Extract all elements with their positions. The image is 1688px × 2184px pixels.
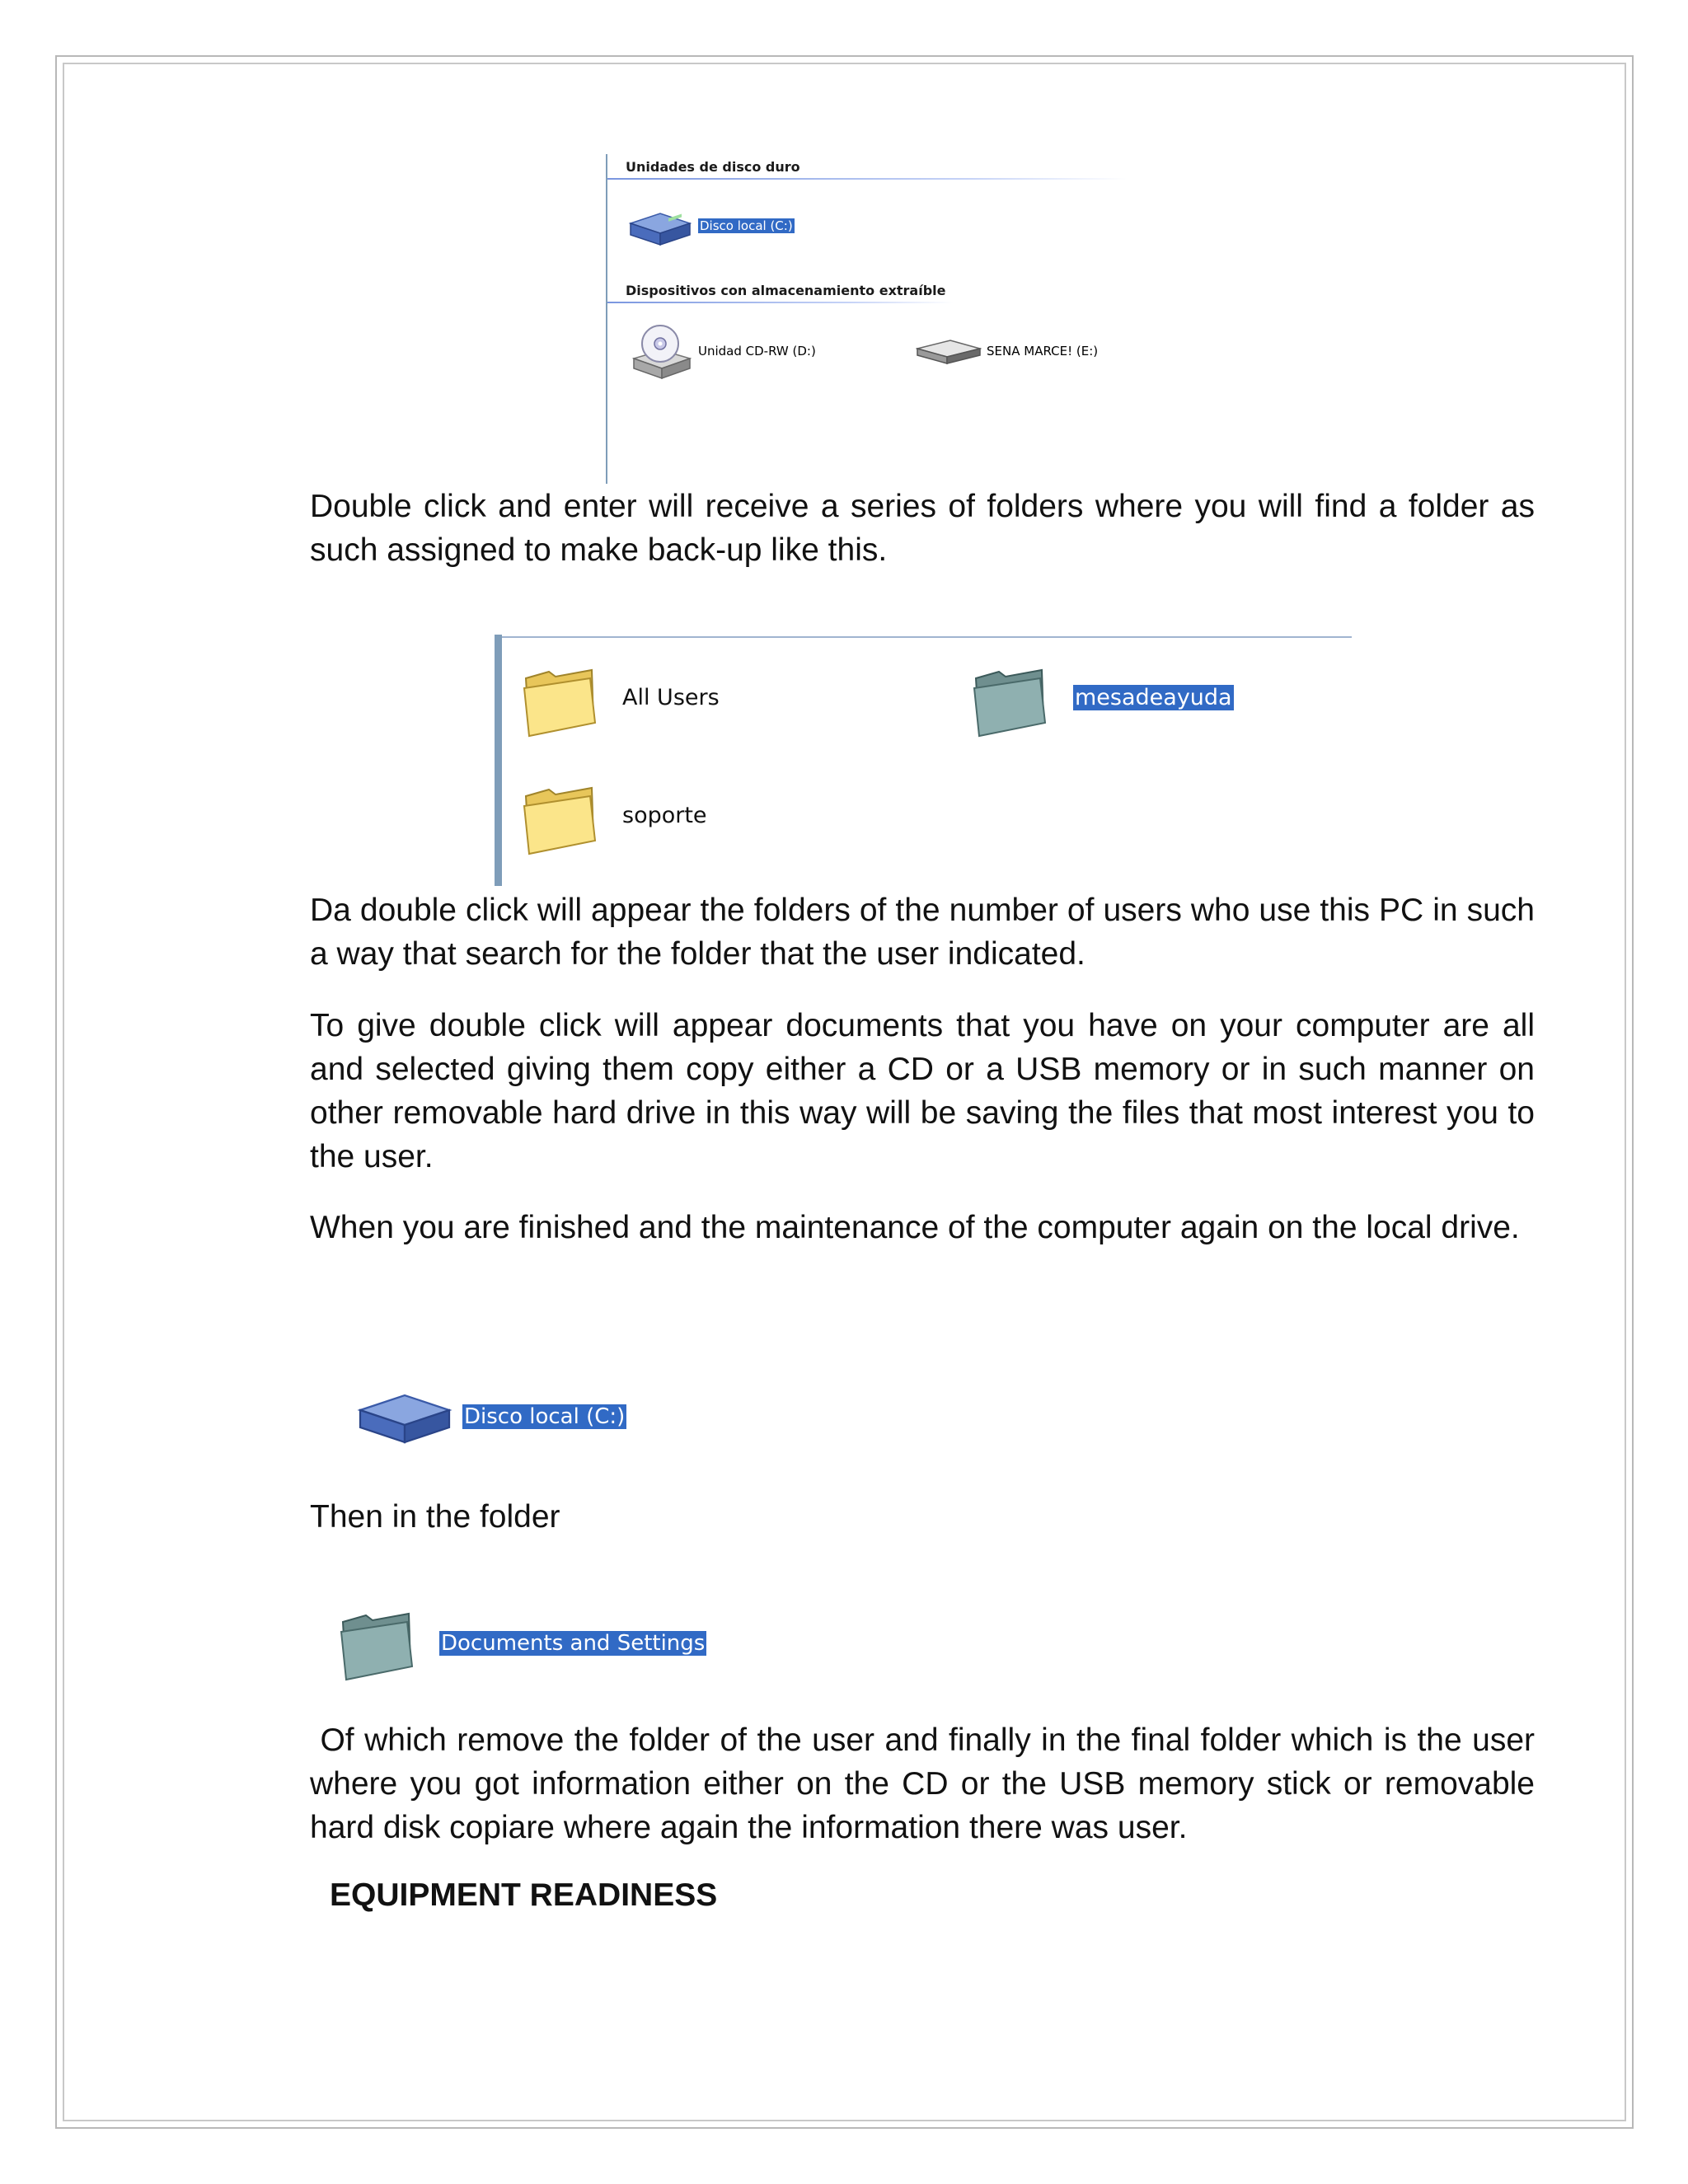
cd-drive-label[interactable]: Unidad CD-RW (D:)	[698, 344, 816, 359]
paragraph-6: Of which remove the folder of the user and finally in the final folder which is the user where you got information either on the CD or the USB memory stick or removable hard disk copiare where again the information there was user.	[310, 1722, 1544, 1845]
documents-settings-folder-item[interactable]	[338, 1607, 417, 1685]
local-disk-icon-item[interactable]	[354, 1393, 455, 1451]
hard-drive-icon	[627, 212, 693, 248]
panel-left-bar	[495, 635, 502, 886]
removable-heading: Dispositivos con almacenamiento extraíble	[626, 283, 946, 298]
cd-drive-item[interactable]	[629, 324, 695, 386]
folder-label-soporte[interactable]: soporte	[622, 803, 707, 828]
folder-item-all-users[interactable]	[521, 663, 600, 742]
folder-icon	[971, 663, 1050, 738]
panel-divider	[606, 154, 607, 484]
my-computer-screenshot	[606, 154, 1133, 484]
usb-drive-label[interactable]: SENA MARCE! (E:)	[987, 344, 1099, 359]
usb-drive-item[interactable]	[916, 337, 982, 371]
folder-icon	[521, 781, 600, 855]
documents-settings-label-text: Documents and Settings	[441, 1631, 706, 1656]
folder-icon	[338, 1607, 417, 1681]
group-divider	[607, 178, 1127, 180]
user-folders-screenshot	[495, 635, 1352, 886]
usb-drive-icon	[916, 337, 982, 367]
group-divider	[607, 302, 954, 303]
paragraph-1: Double click and enter will receive a series of folders where you will find a folder as such assigned to make back-up like this.	[310, 489, 1535, 568]
paragraph-3: To give double click will appear documents that you have on your computer are all and selected giving them copy either a CD or a USB memory or in such manner on other removable hard drive in this way will be saving the files that most interest you to the user.	[310, 1008, 1535, 1174]
paragraph-2: Da double click will appear the folders of the number of users who use this PC in such a way that search for the folder that the user indicated.	[310, 893, 1535, 972]
section-heading: EQUIPMENT READINESS	[330, 1877, 718, 1913]
local-disk-icon-label-text: Disco local (C:)	[464, 1404, 626, 1429]
folder-label-mesadeayuda[interactable]	[1073, 685, 1234, 710]
folder-icon	[521, 663, 600, 738]
folder-item-mesadeayuda[interactable]	[971, 663, 1050, 742]
local-disk-icon-label[interactable]	[462, 1404, 626, 1429]
folder-item-soporte[interactable]	[521, 781, 600, 860]
documents-settings-label[interactable]	[439, 1631, 706, 1656]
local-disk-item[interactable]	[627, 212, 693, 252]
folder-label-mesadeayuda-text: mesadeayuda	[1075, 685, 1232, 710]
paragraph-4: When you are finished and the maintenance of the computer again on the local drive.	[310, 1210, 1520, 1245]
panel-top-line	[502, 636, 1352, 638]
hard-disks-heading: Unidades de disco duro	[626, 159, 800, 175]
folder-label-all-users[interactable]: All Users	[622, 685, 720, 710]
local-disk-label-text: Disco local (C:)	[700, 218, 793, 233]
hard-drive-icon	[354, 1393, 455, 1447]
cd-drive-icon	[629, 324, 695, 382]
paragraph-5: Then in the folder	[310, 1499, 560, 1535]
local-disk-label[interactable]	[698, 218, 795, 233]
